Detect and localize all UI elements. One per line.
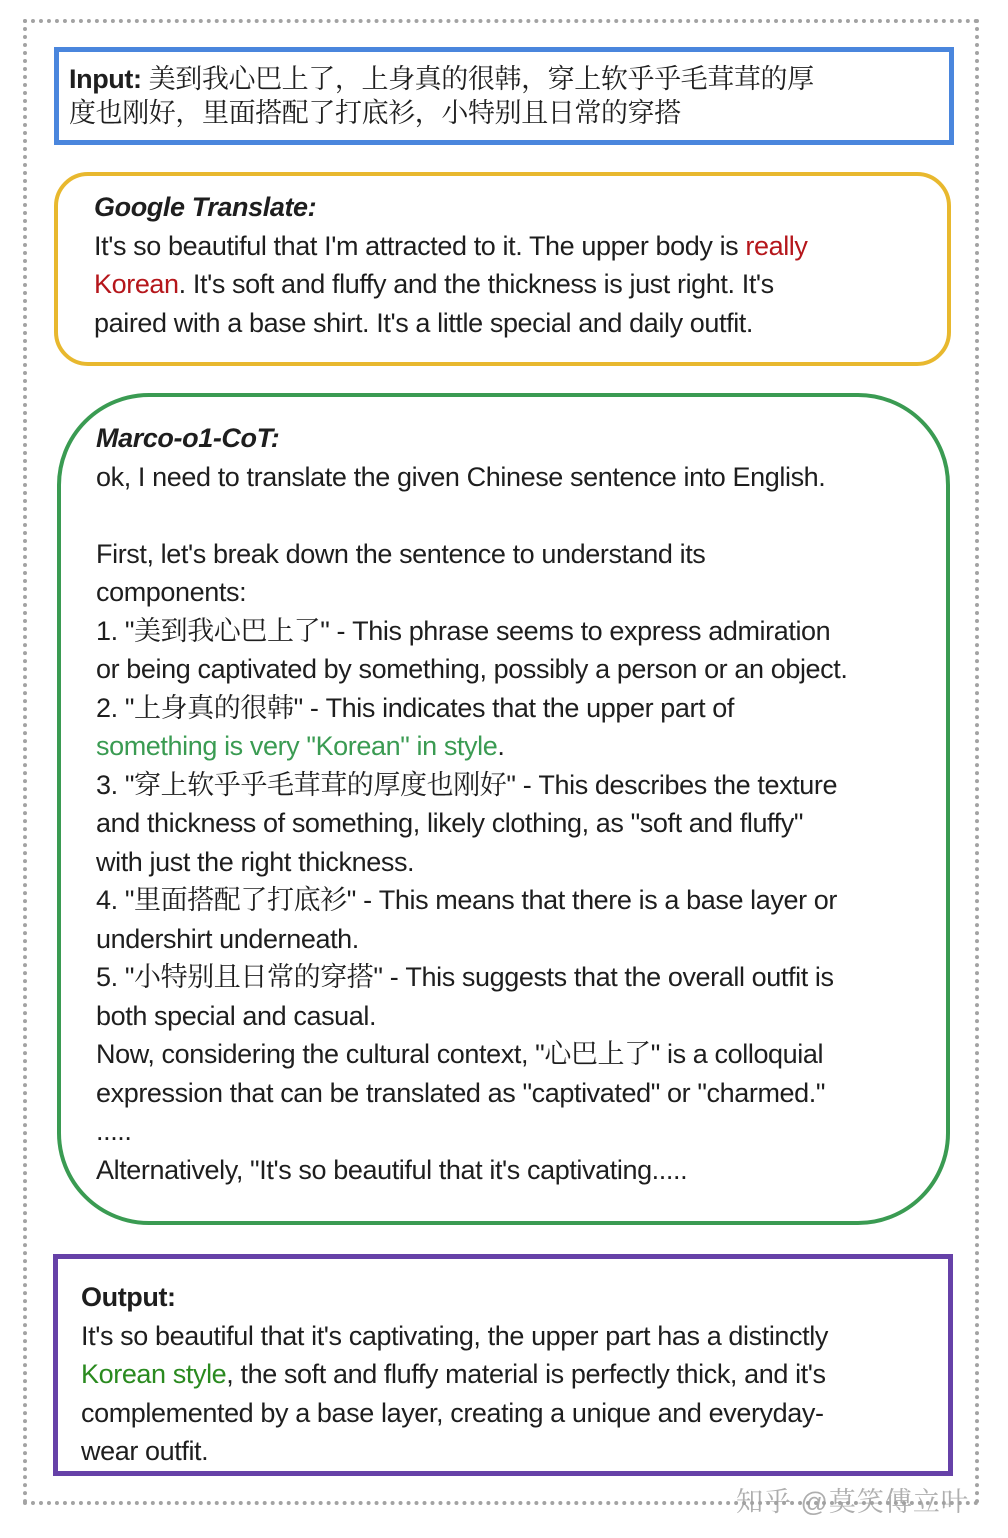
google-text: . It's soft and fluffy and the thickness is just right. It's [178,269,774,299]
output-line-4: wear outfit. [81,1436,209,1466]
marco-item-1a: 1. "美到我心巴上了" - This phrase seems to express admiration [96,615,831,646]
output-panel [53,1254,953,1476]
marco-item-4a: 4. "里面搭配了打底衫" - This means that there is a base layer or [96,885,838,915]
google-text: It's so beautiful that I'm attracted to it. The upper body is [94,230,746,261]
marco-ellipsis: ..... [96,1116,132,1146]
zhihu-watermark: 知乎 @莫笑傅立叶 [736,1487,969,1517]
marco-intro: ok, I need to translate the given Chinese sentence into English. [96,461,826,492]
marco-item-4b: undershirt underneath. [96,923,359,954]
marco-highlight-korean-style: something is very "Korean" in style [96,731,498,761]
input-panel [54,47,954,145]
google-line-1 [94,227,947,266]
google-line-2 [94,265,947,304]
marco-breakdown-2: components: [96,577,247,607]
input-label: Input: [69,64,142,94]
google-line-3: paired with a base shirt. It's a little special and daily outfit. [94,307,754,338]
google-translate-panel [54,172,951,366]
marco-item-2a: 2. "上身真的很韩" - This indicates that the upper part of [96,692,735,723]
input-line-1 [69,62,949,96]
spacer [96,496,946,535]
marco-item-2b [96,727,946,766]
google-translate-title: Google Translate: [94,192,317,222]
output-text: , the soft and fluffy material is perfectly thick, and it's [226,1359,826,1389]
output-line-2 [81,1355,948,1394]
google-highlight-korean: Korean [94,269,179,299]
output-line-1: It's so beautiful that it's captivating, the upper part has a distinctly [81,1320,828,1351]
marco-alternative: Alternatively, "It's so beautiful that it's captivating..... [96,1154,688,1185]
marco-item-5a: 5. "小特别且日常的穿搭" - This suggests that the overall outfit is [96,962,834,992]
marco-item-1b: or being captivated by something, possibly a person or an object. [96,654,848,684]
input-text-2: 度也刚好，里面搭配了打底衫，小特别且日常的穿搭 [69,98,681,128]
marco-text: . [497,731,505,761]
marco-item-3a: 3. "穿上软乎乎毛茸茸的厚度也刚好" - This describes the texture [96,769,838,800]
output-line-3: complemented by a base layer, creating a unique and everyday- [81,1397,824,1428]
input-text-1: 美到我心巴上了，上身真的很韩，穿上软乎乎毛茸茸的厚 [141,64,814,94]
marco-context-b: expression that can be translated as "captivated" or "charmed." [96,1077,826,1108]
output-highlight-korean-style: Korean style [81,1359,227,1389]
marco-cot-panel [57,393,950,1225]
output-title: Output: [81,1282,176,1312]
google-highlight-really: really [745,230,808,261]
marco-breakdown-1: First, let's break down the sentence to understand its [96,538,706,569]
marco-context-a: Now, considering the cultural context, "心巴上了" is a colloquial [96,1039,824,1069]
marco-item-3c: with just the right thickness. [96,846,415,877]
marco-cot-title: Marco-o1-CoT: [96,423,280,453]
marco-item-3b: and thickness of something, likely clothing, as "soft and fluffy" [96,808,804,838]
marco-item-5b: both special and casual. [96,1000,377,1031]
